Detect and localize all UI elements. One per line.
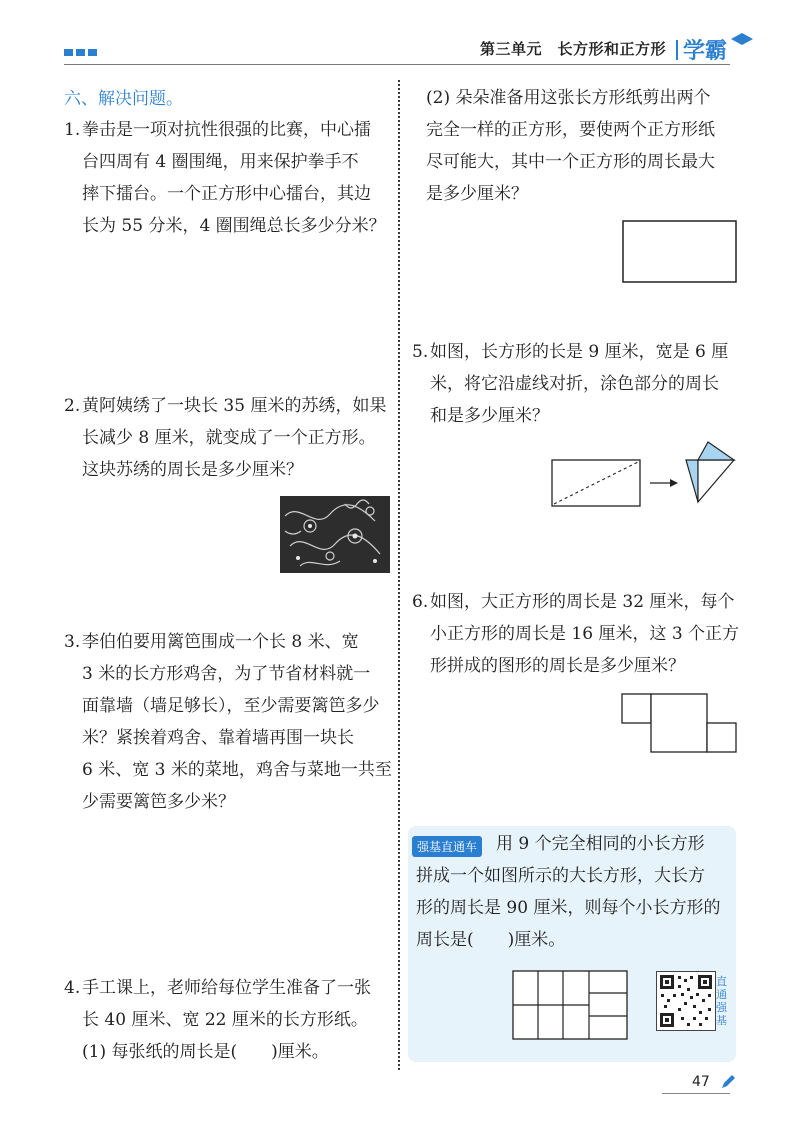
paper-rectangle-diagram [622, 220, 738, 284]
problem-5 [412, 336, 742, 436]
folded-paper [698, 460, 734, 502]
three-squares-diagram [620, 692, 738, 756]
arrow-right-icon [670, 479, 678, 487]
large-square [651, 694, 707, 752]
rectangle-before-fold [552, 460, 640, 506]
header-squares [64, 49, 97, 56]
problem-number: 2. [64, 396, 81, 416]
problem-text: 黄阿姨绣了一块长 35 厘米的苏绣，如果 长减少 8 厘米，就变成了一个正方形。 这块苏绣的周长是多少厘米？ [82, 396, 387, 480]
problem-text: 李伯伯要用篱笆围成一个长 8 米、宽 3 米的长方形鸡舍，为了节省材料就一 面靠墙（墙足够长），至少需要篱笆多少 米？紧挨着鸡舍、靠着墙再围一块长 6 米、宽 3 米的菜地，鸡舍与菜地一共至 少需要篱笆多少米？ [82, 632, 392, 812]
problem-6 [412, 586, 742, 686]
problem-4 [64, 972, 394, 1072]
unit-title: 第三单元 长方形和正方形 [480, 40, 667, 58]
answer-blank-1[interactable]: (1) 每张纸的周长是( )厘米。 [82, 1042, 329, 1062]
pencil-icon [720, 1074, 736, 1090]
problem-number: 4. [64, 978, 81, 998]
qr-code[interactable] [656, 971, 716, 1031]
problem-text: (2) 朵朵准备用这张长方形纸剪出两个 完全一样的正方形，要使两个正方形纸 尽可能大，其中一个正方形的周长最大 是多少厘米？ [426, 88, 715, 204]
strong-base-text: 拼成一个如图所示的大长方形，大长方 形的周长是 90 厘米，则每个小长方形的 周长是( )厘米。 [416, 860, 736, 956]
strong-base-first-line: 用 9 个完全相同的小长方形 [496, 834, 705, 854]
embroidery-photo [280, 496, 390, 573]
rectangle-grid-diagram [512, 970, 630, 1042]
embroidery-pattern [280, 496, 390, 573]
problem-3 [64, 626, 394, 826]
header-bar [676, 40, 678, 60]
brand-logo: 学霸 [683, 39, 728, 64]
problem-text: 如图，长方形的长是 9 厘米，宽是 6 厘 米，将它沿虚线对折，涂色部分的周长 和是多少厘米？ [430, 342, 729, 426]
problem-number: 6. [412, 592, 429, 612]
qr-code-icon [657, 972, 715, 1030]
small-square-left [622, 694, 651, 723]
graduation-cap-icon [731, 32, 753, 46]
section-title: 六、解决问题。 [64, 89, 183, 109]
problem-text: 手工课上，老师给每位学生准备了一张 长 40 厘米、宽 22 厘米的长方形纸。 (1) 每张纸的周长是( )厘米。 [82, 972, 371, 1068]
problem-number: 3. [64, 632, 81, 652]
qr-label: 直通强基 [716, 975, 727, 1027]
page-number: 47 [692, 1074, 710, 1090]
answer-blank-2[interactable]: 周长是( )厘米。 [416, 930, 566, 950]
problem-text: 如图，大正方形的周长是 32 厘米，每个 小正方形的周长是 16 厘米，这 3 个正方 形拼成的图形的周长是多少厘米？ [430, 592, 740, 676]
strong-base-tag: 强基直通车 [412, 836, 482, 857]
column-divider [398, 80, 400, 1070]
paper-rectangle [623, 221, 736, 282]
header-rule [64, 64, 730, 65]
problem-number: 5. [412, 342, 429, 362]
problem-number: 1. [64, 120, 81, 140]
fold-diagram [548, 440, 738, 510]
shaded-triangle-left [686, 460, 698, 502]
problem-2 [64, 390, 394, 490]
small-square-right [707, 723, 736, 752]
problem-4-part-2 [412, 82, 742, 212]
problem-text: 拳击是一项对抗性很强的比赛，中心擂 台四周有 4 圈围绳，用来保护拳手不 摔下擂台。一个正方形中心擂台，其边 长为 55 分米，4 圈围绳总长多少分米？ [82, 120, 386, 236]
footer-rule [662, 1093, 730, 1094]
shaded-triangle-top [698, 442, 734, 460]
problem-1 [64, 114, 394, 244]
